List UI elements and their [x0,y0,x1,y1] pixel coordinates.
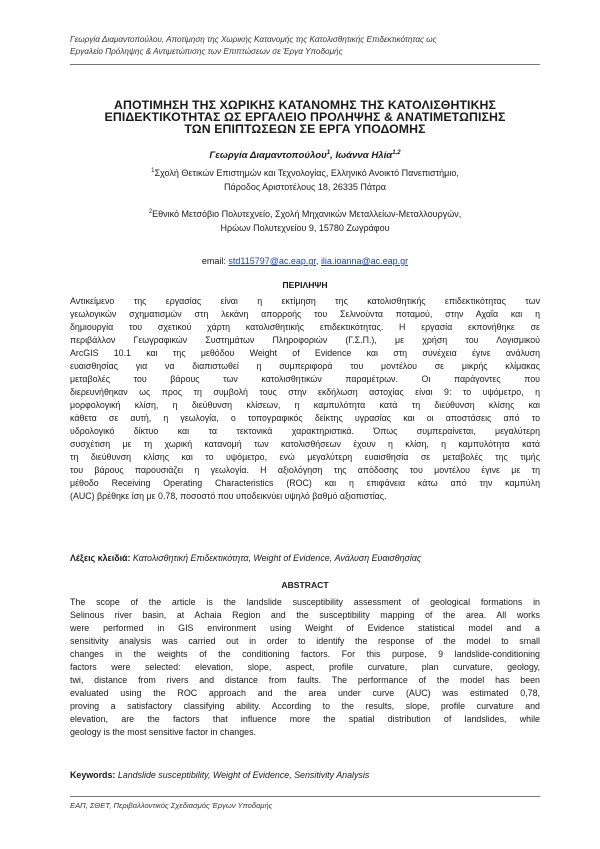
paragraph-line: μορφολογική κλίση, η διεύθυνση κλίσεων, η καμπυλότητα κατά τη διεύθυνση κλίσης και [70,400,540,410]
affiliation-line: Σχολή Θετικών Επιστημών και Τεχνολογίας, Ελληνικό Ανοικτό Πανεπιστήμιο, [154,168,459,178]
author-separator: , [330,150,336,161]
keywords-label: Keywords: [70,770,116,780]
email-separator: , [315,256,321,266]
perilipsi-body [70,295,540,503]
paragraph-line: geology is the most sensitive factor in changes. [70,727,256,737]
paragraph-line: Αντικείμενο της εργασίας είναι η εκτίμηση της κατολισθητικής επιδεκτικότητας των [70,296,540,306]
paragraph-line: μέθοδο Receiving Operating Characteristics (ROC) και η επιφάνεια κάτω από την καμπύλη [70,478,540,488]
running-header-line: Εργαλείο Πρόληψης & Αντιμετώπισης των Επιπτώσεων σε Έργα Υποδομής [70,47,343,56]
abstract-body [70,596,540,739]
paragraph-line: (AUC) βρέθηκε ίση με 0.78, ποσοστό που υποδεικνύει υψηλό βαθμό αξιοπιστίας. [70,491,387,501]
paragraph-line: sensitivity analysis was carried out in order to identify the response of the model to small [70,636,540,646]
paragraph-line: υδρολογικό δίκτυο και τα τεκτονικά χαρακτηριστικά. Όπως συμπεραίνεται, μεγαλύτερη [70,426,540,436]
title-line: ΑΠΟΤΙΜΗΣΗ ΤΗΣ ΧΩΡΙΚΗΣ ΚΑΤΑΝΟΜΗΣ ΤΗΣ ΚΑΤΟΛΙΣΘΗΤΙΚΗΣ [113,98,497,112]
paragraph-line: τη διεύθυνση κλίσης και το υψόμετρο, ενώ μεγαλύτερη ευαισθησία σε μεταβολές της τιμής [70,452,540,462]
running-footer: ΕΑΠ, ΣΘΕΤ, Περιβαλλοντικός Σχεδιασμός Έργων Υποδομής [70,801,273,810]
paragraph-line: συσχέτιση με τη χωρική κατανομή των κατολισθήσεων έχουν η κλίση, η καμπυλότητα κατά [70,439,540,449]
affiliation-1 [70,166,540,194]
title-line: ΕΠΙΔΕΚΤΙΚΟΤΗΤΑΣ ΩΣ ΕΡΓΑΛΕΙΟ ΠΡΟΛΗΨΗΣ & ΑΝΑΤΙΜΕΤΩΠΙΣΗΣ [104,110,506,124]
paragraph-line: κάθετα σε αυτή, η γεωλογία, ο τοπογραφικός δείκτης υγρασίας και οι αποστάσεις από το [70,413,540,423]
paragraph-line: elevation, are the factors that influence more the spatial distribution of landslides, while [70,714,540,724]
paragraph-line: ευαισθησίας για να διαπιστωθεί η συμπεριφορά του μοντέλου σε μικρής κλίμακας [70,361,540,371]
author-name: Ιωάννα Ηλία [335,150,393,161]
paragraph-line: διερευνήθηκαν ως προς τη συμβολή τους στην εκδήλωση αστοχίας είναι 9: το υψόμετρο, η [70,387,540,397]
paragraph-line: Selinous river basin, at Achaia Region and the susceptibility mapping of the area. All works [70,610,540,620]
paragraph-line: του βάρους παρουσιάζει η γεωλογία. Η αξιολόγηση της απόδοσης του μοντέλου έγινε με τη [70,465,540,475]
title-line: ΤΩΝ ΕΠΙΠΤΩΣΕΩΝ ΣΕ ΕΡΓΑ ΥΠΟΔΟΜΗΣ [184,122,426,136]
author-affiliation-mark: 1 [326,149,331,156]
affiliation-line: Ηρώων Πολυτεχνείου 9, 15780 Ζωγράφου [220,223,390,233]
keywords-text: Κατολισθητική Επιδεκτικότητα, Weight of Evidence, Ανάλυση Ευαισθησίας [130,553,422,563]
paragraph-line: περιβάλλον Γεωγραφικών Συστημάτων Πληροφοριών (Γ.Σ.Π.), με χρήση του Λογισμικού [70,335,540,345]
paragraph-line: factors were selected: elevation, slope, aspect, profile curvature, plan curvature, geology, [70,662,540,672]
paragraph-line: were performed in GIS environment using Weight of Evidence statistical model and a [70,623,540,633]
perilipsi-heading: ΠΕΡΙΛΗΨΗ [282,280,328,290]
paragraph-line: proving a satisfactory classifying ability. According to the results, slope, profile curvature and [70,701,540,711]
paragraph-line: twi, distance from rivers and distance from faults. The performance of the model has been [70,675,540,685]
header-divider [70,64,540,65]
paragraph-line: δημιουργία του σχετικού χάρτη κατολισθητικής επιδεκτικότητας. Η εργασία εκπονήθηκε σε [70,322,540,332]
paragraph-line: evaluated using the ROC approach and the area under curve (AUC) was estimated 0,78, [70,688,540,698]
contact-email [70,256,540,266]
email-link[interactable]: ilia.ioanna@ac.eap.gr [320,256,409,266]
keywords-greek [70,553,540,563]
paper-title [70,99,540,135]
paragraph-line: The scope of the article is the landslide susceptibility assessment of geological formations in [70,597,540,607]
abstract-heading: ABSTRACT [281,580,329,590]
paragraph-line: ArcGIS 10.1 και της μεθόδου Weight of Evidence και στη συνέχεια έγινε ανάλυση [70,348,540,358]
footer-divider [70,796,540,797]
keywords-text: Landslide susceptibility, Weight of Evidence, Sensitivity Analysis [115,770,370,780]
keywords-english [70,770,540,780]
running-header [70,34,540,58]
email-link[interactable]: std115797@ac.eap.gr [228,256,316,266]
author-name: Γεωργία Διαμαντοπούλου [209,150,327,161]
paragraph-line: μεταβολές του βάρους των κατολισθητικών παραμέτρων. Οι παράγοντες που [70,374,540,384]
affiliation-mark: 2 [148,209,153,215]
affiliation-2 [70,207,540,235]
affiliation-line: Πάροδος Αριστοτέλους 18, 26335 Πάτρα [224,182,386,192]
email-label: email: [201,256,229,266]
affiliation-mark: 1 [151,168,155,174]
running-header-line: Γεωργία Διαμαντοπούλου, Αποτίμηση της Χωρικής Κατανομής της Κατολισθητικής Επιδεκτικότητας ως [70,35,437,44]
author-list [70,150,540,161]
paragraph-line: changes in the weights of the conditioning factors. For this purpose, 9 landslide-conditioning [70,649,540,659]
affiliation-line: Εθνικό Μετσόβιο Πολυτεχνείο, Σχολή Μηχανικών Μεταλλείων-Μεταλλουργών, [152,209,462,219]
paragraph-line: γεωλογικών σχηματισμών στη λεκάνη απορροής του Σελινούντα ποταμού, στην Αχαΐα και η [70,309,540,319]
keywords-label: Λέξεις κλειδιά: [70,553,131,563]
author-affiliation-mark: 1,2 [392,149,401,156]
